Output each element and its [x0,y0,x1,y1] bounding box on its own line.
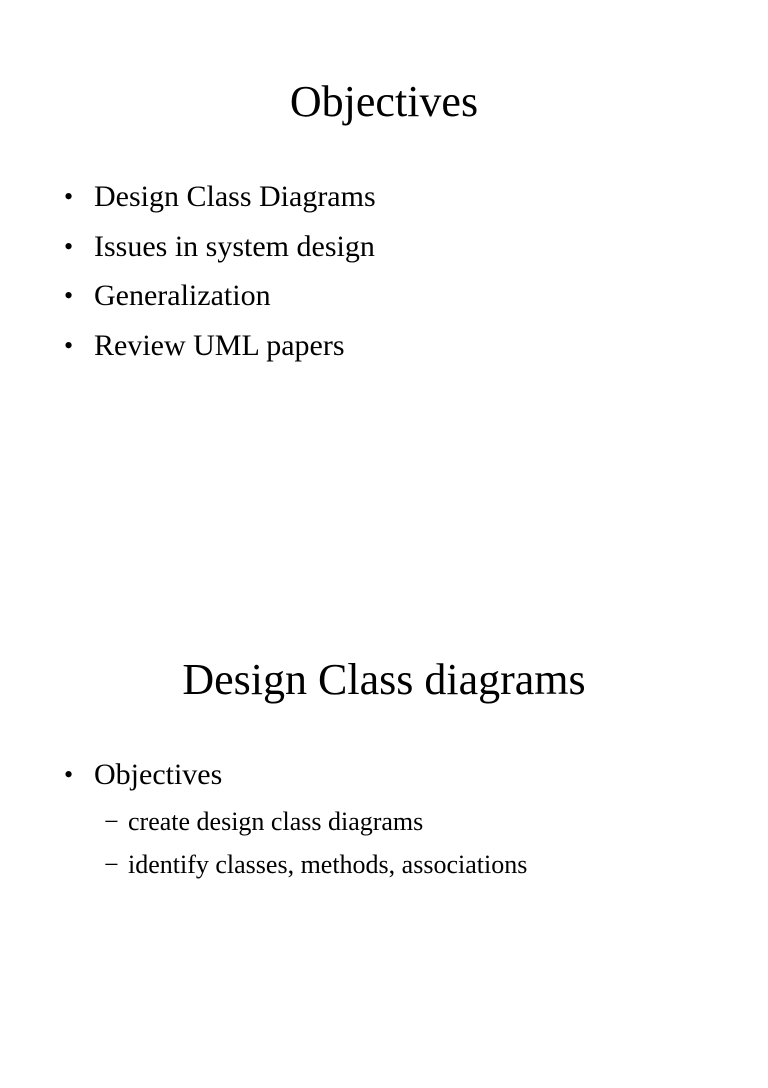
bullet-item [64,750,527,886]
slide-objectives [0,0,768,512]
sub-bullet-item [104,800,527,843]
bullet-text: Issues in system design [94,229,375,263]
bullet-item [64,321,376,371]
slide-title: Design Class diagrams [182,655,586,704]
dash-icon: − [104,849,119,879]
slide-design-class-diagrams [0,576,768,1088]
bullet-icon: • [64,330,74,360]
sub-bullet-text: create design class diagrams [128,806,424,836]
dash-icon: − [104,806,119,836]
bullet-icon: • [64,760,74,789]
bullet-list [64,172,376,370]
bullet-item [64,222,376,272]
bullet-icon: • [64,231,74,261]
sub-bullet-text: identify classes, methods, associations [128,849,528,879]
bullet-text: Review UML papers [94,328,345,362]
sub-bullet-item [104,843,527,886]
bullet-icon: • [64,182,74,211]
bullet-text: Generalization [94,279,271,312]
bullet-list [64,750,527,886]
sub-bullet-list [104,800,527,886]
bullet-item [64,172,376,222]
bullet-item [64,271,376,321]
bullet-text: Objectives [94,758,223,791]
slide-title: Objectives [289,77,479,126]
bullet-text: Design Class Diagrams [94,180,376,213]
bullet-icon: • [64,281,74,310]
